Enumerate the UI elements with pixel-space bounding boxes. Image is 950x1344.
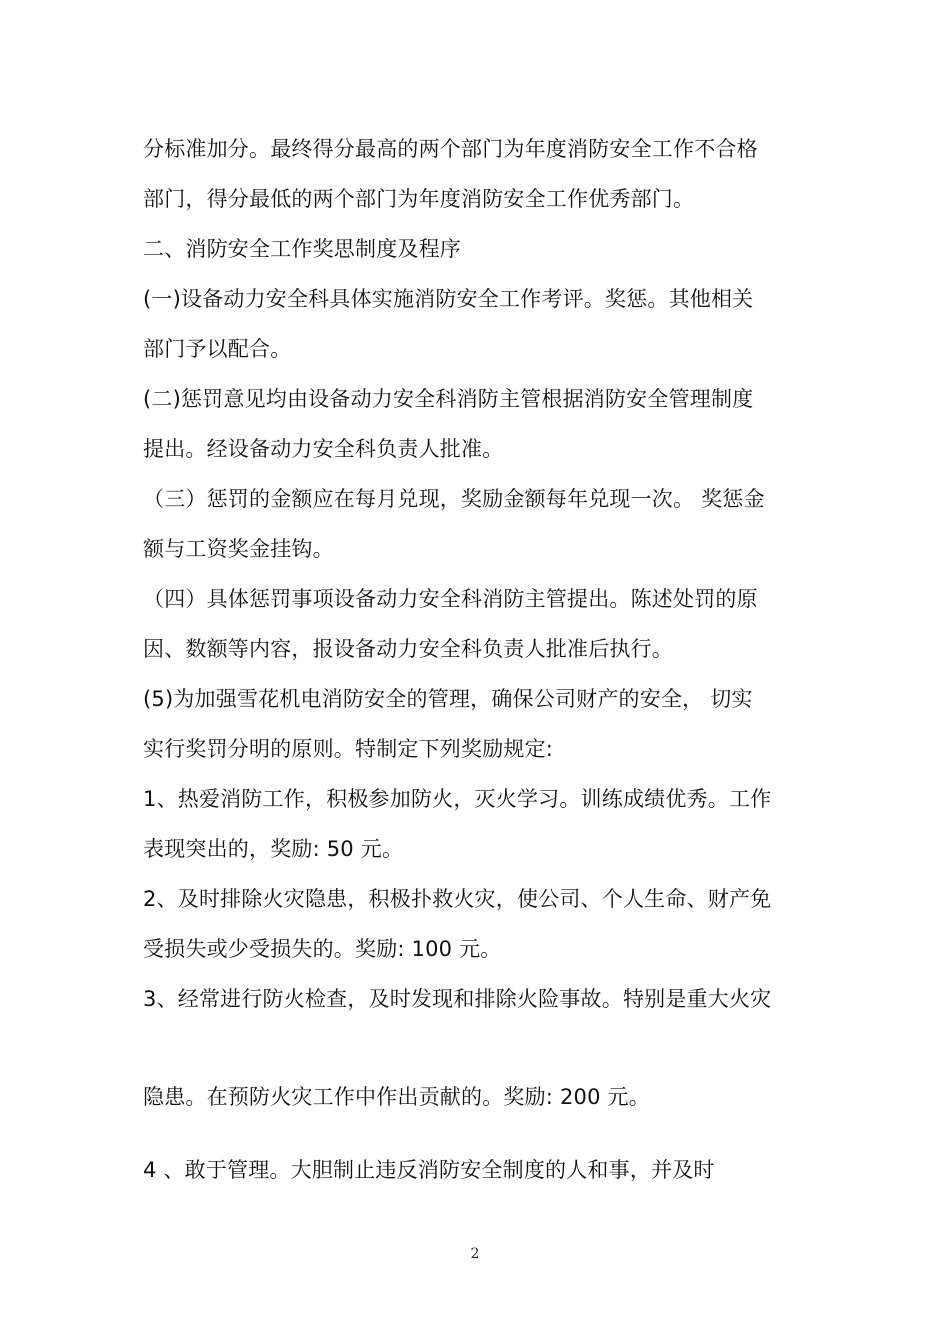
paragraph-line-16: 2、及时排除火灾隐患，积极扑救火灾，使公司、个人生命、财产免 (143, 887, 772, 911)
paragraph-line-19: 隐患。在预防火灾工作中作出贡献的。奖励: 200 元。 (143, 1085, 650, 1109)
paragraph-line-9: 额与工资奖金挂钩。 (143, 537, 334, 561)
paragraph-line-15: 表现突出的，奖励: 50 元。 (143, 837, 404, 861)
paragraph-line-10: （四）具体惩罚事项设备动力安全科消防主管提出。陈述处罚的原 (143, 587, 758, 611)
paragraph-line-13: 实行奖罚分明的原则。特制定下列奖励规定: (143, 737, 554, 761)
section-heading: 二、消防安全工作奖思制度及程序 (143, 237, 461, 261)
paragraph-line-6: (二)惩罚意见均由设备动力安全科消防主管根据消防安全管理制度 (143, 387, 754, 411)
paragraph-line-8: （三）惩罚的金额应在每月兑现，奖励金额每年兑现一次。 奖惩金 (143, 487, 765, 511)
paragraph-line-17: 受损失或少受损失的。奖励: 100 元。 (143, 937, 502, 961)
paragraph-line-14: 1、热爱消防工作，积极参加防火，灭火学习。训练成绩优秀。工作 (143, 787, 772, 811)
paragraph-line-4: (一)设备动力安全科具体实施消防安全工作考评。奖惩。其他相关 (143, 287, 754, 311)
paragraph-line-11: 因、数额等内容，报设备动力安全科负责人批准后执行。 (143, 637, 673, 661)
paragraph-line-5: 部门予以配合。 (143, 337, 292, 361)
paragraph-line-12: (5)为加强雪花机电消防安全的管理，确保公司财产的安全， 切实 (143, 687, 753, 711)
paragraph-line-2: 部门，得分最低的两个部门为年度消防安全工作优秀部门。 (143, 187, 695, 211)
page-number: 2 (470, 1246, 480, 1262)
paragraph-line-18: 3、经常进行防火检查，及时发现和排除火险事故。特别是重大火灾 (143, 987, 772, 1011)
paragraph-line-20: 4 、敢于管理。大胆制止违反消防安全制度的人和事，并及时 (143, 1158, 715, 1182)
paragraph-line-1: 分标准加分。最终得分最高的两个部门为年度消防安全工作不合格 (143, 137, 758, 161)
paragraph-line-7: 提出。经设备动力安全科负责人批准。 (143, 437, 504, 461)
